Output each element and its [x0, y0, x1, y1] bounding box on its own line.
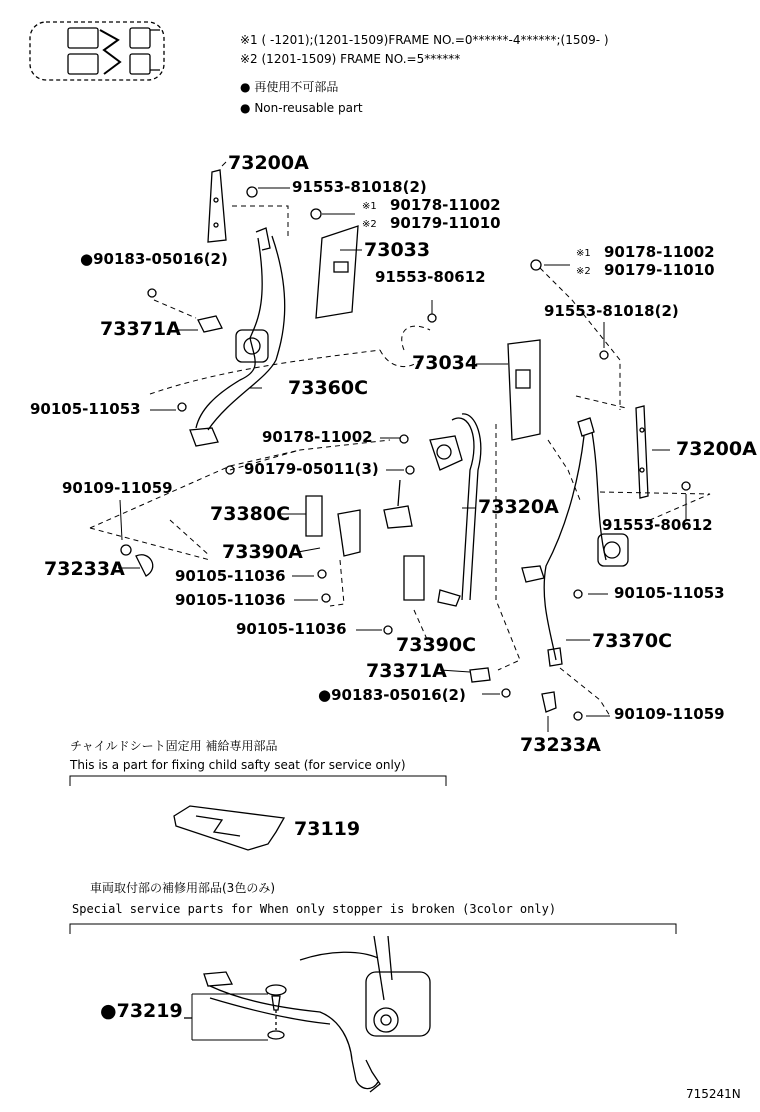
part-73233A-right[interactable]: 73233A — [520, 734, 601, 756]
non-reusable-dot-icon: ● — [240, 101, 251, 115]
child-seat-title-en: This is a part for fixing child safty seat (for service only) — [70, 758, 406, 772]
pillar-cover-73034 — [508, 340, 540, 440]
non-reusable-dot-icon: ● — [100, 1000, 117, 1022]
part-90105-11036-c[interactable]: 90105-11036 — [236, 620, 347, 638]
pillar-cover-73033 — [316, 226, 358, 318]
marker-2-b: ※2 — [576, 266, 591, 277]
stopper-title-en: Special service parts for When only stopper is broken (3color only) — [72, 902, 557, 916]
child-seat-section — [70, 776, 446, 850]
part-73320A[interactable]: 73320A — [478, 496, 559, 518]
part-90178-11002-b[interactable]: 90178-11002 — [604, 243, 715, 261]
part-73233A-left[interactable]: 73233A — [44, 558, 125, 580]
part-73200A-right[interactable]: 73200A — [676, 438, 757, 460]
part-91553-81018-right[interactable]: 91553-81018(2) — [544, 302, 679, 320]
non-reusable-dot-icon: ● — [318, 686, 332, 704]
part-73390A[interactable]: 73390A — [222, 541, 303, 563]
part-90109-11059-right[interactable]: 90109-11059 — [614, 705, 725, 723]
part-73380C[interactable]: 73380C — [210, 503, 291, 525]
part-91553-81018-left[interactable]: 91553-81018(2) — [292, 178, 427, 196]
part-73371A-left[interactable]: 73371A — [100, 318, 181, 340]
part-90178-11002-c[interactable]: 90178-11002 — [262, 428, 373, 446]
vehicle-silhouette-icon — [30, 22, 164, 80]
non-reusable-dot-icon: ● — [240, 80, 251, 94]
part-91553-80612-top[interactable]: 91553-80612 — [375, 268, 486, 286]
marker-1-b: ※1 — [576, 248, 591, 259]
part-90183-05016-bottom[interactable]: ●90183-05016(2) — [318, 686, 466, 704]
part-73371A-bottom[interactable]: 73371A — [366, 660, 447, 682]
part-90105-11053-right[interactable]: 90105-11053 — [614, 584, 725, 602]
drawing-number: 715241N — [686, 1087, 741, 1101]
part-73390C[interactable]: 73390C — [396, 634, 477, 656]
part-90105-11036-a[interactable]: 90105-11036 — [175, 567, 286, 585]
part-91553-80612-right[interactable]: 91553-80612 — [602, 516, 713, 534]
part-73219[interactable]: ●73219 — [100, 1000, 183, 1022]
part-90183-05016-left[interactable]: ●90183-05016(2) — [80, 250, 228, 268]
part-73360C[interactable]: 73360C — [288, 377, 369, 399]
center-belt-73320A — [384, 414, 481, 606]
buckles — [306, 496, 424, 600]
legend-en: ● Non-reusable part — [240, 101, 363, 115]
note-1: ※1 ( -1201);(1201-1509)FRAME NO.=0******-4******;(1509- ) — [240, 33, 609, 47]
right-belt-assembly — [522, 406, 648, 666]
part-90178-11002-a[interactable]: 90178-11002 — [390, 196, 501, 214]
legend-jp: ● 再使用不可部品 — [240, 80, 339, 94]
left-belt-assembly — [190, 170, 285, 446]
part-90179-11010-b[interactable]: 90179-11010 — [604, 261, 715, 279]
part-73033[interactable]: 73033 — [364, 239, 431, 261]
part-90105-11053-left[interactable]: 90105-11053 — [30, 400, 141, 418]
part-90179-11010-a[interactable]: 90179-11010 — [390, 214, 501, 232]
part-90105-11036-b[interactable]: 90105-11036 — [175, 591, 286, 609]
child-seat-title-jp: チャイルドシート固定用 補給専用部品 — [70, 739, 278, 753]
part-90109-11059-left[interactable]: 90109-11059 — [62, 479, 173, 497]
stopper-title-jp: 車両取付部の補修用部品(3色のみ) — [90, 881, 275, 895]
part-73119[interactable]: 73119 — [294, 818, 361, 840]
part-73034[interactable]: 73034 — [412, 352, 479, 374]
part-90179-05011[interactable]: 90179-05011(3) — [244, 460, 379, 478]
note-2: ※2 (1201-1509) FRAME NO.=5****** — [240, 52, 461, 66]
non-reusable-dot-icon: ● — [80, 250, 94, 268]
part-73200A-left[interactable]: 73200A — [228, 152, 309, 174]
marker-2-a: ※2 — [362, 219, 377, 230]
part-73370C[interactable]: 73370C — [592, 630, 673, 652]
marker-1-a: ※1 — [362, 201, 377, 212]
